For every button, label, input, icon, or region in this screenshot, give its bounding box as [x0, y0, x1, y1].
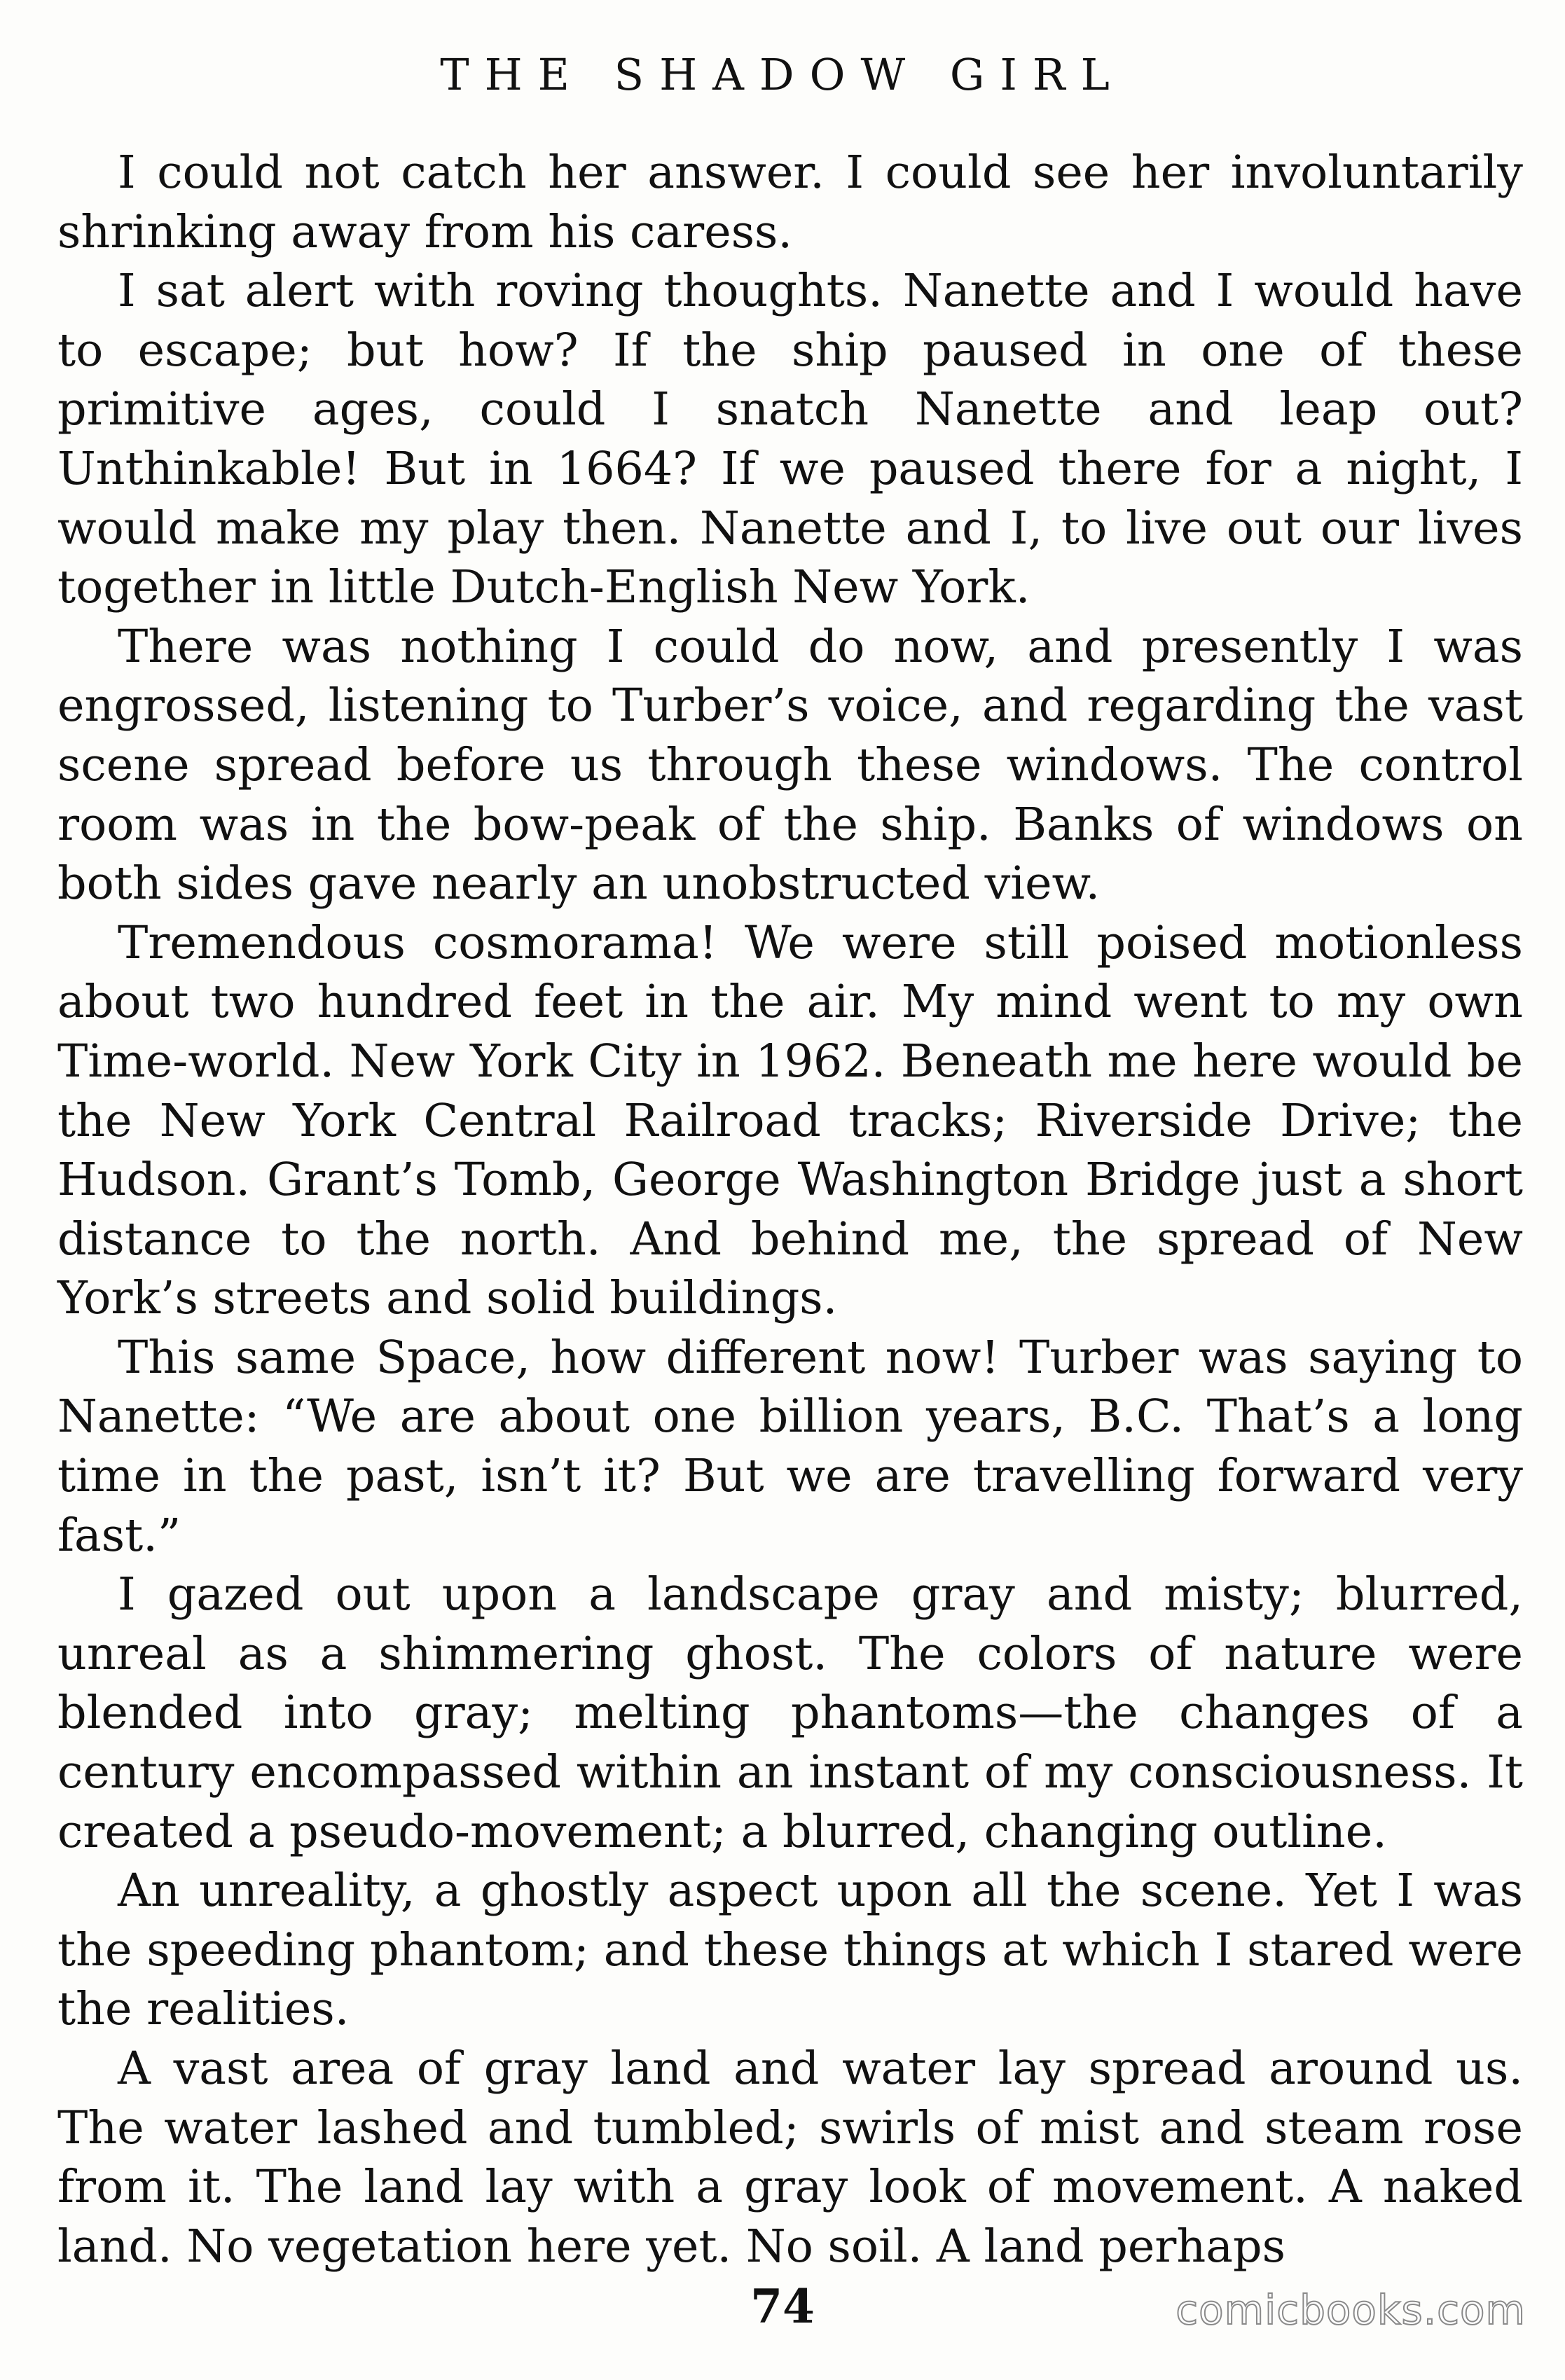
paragraph: There was nothing I could do now, and presently I was engrossed, listening to Turber’s voice, and regarding the vast scene spread before us through these windows. The control room was in the bow-peak of the ship. Banks of windows on both sides gave nearly an unobstructed view.: [57, 620, 1523, 911]
paragraph: I could not catch her answer. I could see her involuntarily shrinking away from his caress.: [57, 146, 1523, 258]
paragraph: I sat alert with roving thoughts. Nanette and I would have to escape; but how? If the ship paused in one of these primitive ages, could I snatch Nanette and leap out? Unthinkable! But in 1664? If we paused there for a night, I would make my play then. Nanette and I, to live out our lives together in little Dutch-English New York.: [57, 265, 1523, 614]
body-text: [57, 144, 1523, 2276]
paragraph: Tremendous cosmorama! We were still poised motionless about two hundred feet in the air. My mind went to my own Time-world. New York City in 1962. Beneath me here would be the New York Central Railroad tracks; Riverside Drive; the Hudson. Grant’s Tomb, George Washington Bridge just a short distance to the north. And behind me, the spread of New York’s streets and solid buildings.: [57, 916, 1523, 1325]
page-number: 74: [750, 2279, 815, 2334]
watermark: comicbooks.com: [1176, 2286, 1526, 2334]
paragraph: An unreality, a ghostly aspect upon all the scene. Yet I was the speeding phantom; and these things at which I stared were the realities.: [57, 1864, 1523, 2036]
running-head: THE SHADOW GIRL: [440, 49, 1125, 100]
paragraph: I gazed out upon a landscape gray and misty; blurred, unreal as a shimmering ghost. The colors of nature were blended into gray; melting phantoms—the changes of a century encompassed within an instant of my consciousness. It created a pseudo-movement; a blurred, changing outline.: [57, 1568, 1523, 1858]
paragraph: This same Space, how different now! Turber was saying to Nanette: “We are about one billion years, B.C. That’s a long time in the past, isn’t it? But we are travelling forward very fast.”: [57, 1331, 1523, 1562]
paragraph: A vast area of gray land and water lay spread around us. The water lashed and tumbled; swirls of mist and steam rose from it. The land lay with a gray look of movement. A naked land. No vegetation here yet. No soil. A land perhaps: [57, 2042, 1523, 2273]
